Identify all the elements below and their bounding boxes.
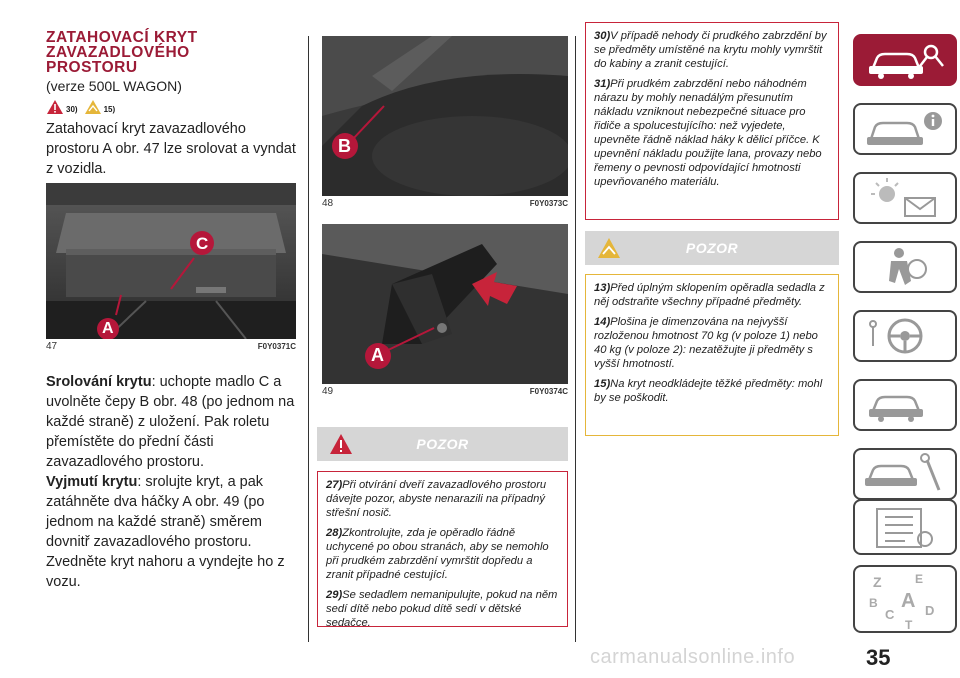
label-c: C bbox=[196, 234, 209, 253]
sidebar-tab-warning-lights[interactable] bbox=[853, 172, 957, 224]
column-divider bbox=[575, 36, 576, 642]
figure-code: F0Y0373C bbox=[529, 199, 568, 208]
caution-ref: 15) bbox=[103, 105, 116, 114]
index-letter: D bbox=[925, 603, 935, 618]
car-maintenance-icon bbox=[855, 450, 955, 498]
remove-paragraph: Vyjmutí krytu: srolujte kryt, a pak zatáhněte dva háčky A obr. 49 (po jednom na každé straně) směrem dovnitř zavazadlového prostoru. Zvedněte kryt nahoru a vyndejte ho z vozu. bbox=[46, 474, 285, 590]
body-paragraphs bbox=[46, 372, 296, 592]
figure-48-caption bbox=[322, 198, 568, 209]
car-info-icon bbox=[855, 105, 955, 153]
index-letter: E bbox=[915, 572, 924, 586]
figure-48-photo bbox=[322, 36, 568, 196]
technical-data-icon bbox=[855, 501, 955, 553]
warning-triangle-icon bbox=[46, 99, 64, 115]
warning-note: 27)Při otvírání dveří zavazadlového prostoru dávejte pozor, abyste nenarazili na případný střešní nosič. bbox=[326, 479, 547, 519]
label-b: B bbox=[338, 136, 351, 156]
figure-48 bbox=[322, 36, 568, 209]
caution-header: POZOR bbox=[585, 231, 839, 265]
sidebar-tab-safety[interactable] bbox=[853, 241, 957, 293]
roll-up-paragraph: Srolování krytu: uchopte madlo C a uvolněte čepy B obr. 48 (po jednom na každé straně) z uložení. Pak roletu přemístěte do přední části zavazadlového prostoru. bbox=[46, 374, 295, 470]
figure-number: 48 bbox=[322, 198, 334, 209]
sidebar-tab-car-key[interactable] bbox=[853, 34, 957, 86]
warning-header: POZOR bbox=[317, 427, 568, 461]
index-letter: C bbox=[885, 607, 895, 622]
steering-wheel-icon bbox=[855, 312, 955, 360]
figure-number: 49 bbox=[322, 386, 334, 397]
sidebar-tab-car-info[interactable] bbox=[853, 103, 957, 155]
warning-block-1 bbox=[317, 427, 568, 627]
warning-notes bbox=[317, 471, 568, 627]
airbag-seat-icon bbox=[855, 243, 955, 291]
figure-49-photo bbox=[322, 224, 568, 384]
sidebar-tab-technical-data[interactable] bbox=[853, 499, 957, 555]
car-key-icon bbox=[855, 36, 955, 84]
warning-note: 29)Se sedadlem nemanipulujte, pokud na něm sedí dítě nebo pokud dítě sedí v dětské sedačce. bbox=[326, 589, 558, 629]
caution-note: 14)Plošina je dimenzována na nejvyšší rozloženou hmotnost 70 kg (v poloze 1) nebo 40 kg (v poloze 2): nezatěžujte ji předměty s vyšší hmotností. bbox=[594, 316, 818, 370]
car-emergency-icon bbox=[855, 381, 955, 429]
warning-note: 28)Zkontrolujte, zda je opěradlo řádně uchycené po obou stranách, aby se nemohlo při prudkém zabrzdění vymrštit dopředu a zranit případné cestující. bbox=[326, 527, 549, 581]
column-divider bbox=[308, 36, 309, 642]
figure-49 bbox=[322, 224, 568, 397]
warning-triangle-icon bbox=[329, 433, 353, 455]
figure-49-caption bbox=[322, 386, 568, 397]
warning-block-3 bbox=[585, 231, 839, 436]
sidebar-tab-driving[interactable] bbox=[853, 310, 957, 362]
index-letter: A bbox=[901, 590, 916, 612]
footer-watermark: carmanualsonline.info bbox=[590, 646, 796, 668]
caution-note: 13)Před úplným sklopením opěradla sedadla z něj odstraňte všechny případné předměty. bbox=[594, 282, 825, 308]
caution-triangle-icon bbox=[84, 99, 102, 115]
label-a: A bbox=[371, 345, 384, 365]
warning-light-icon bbox=[855, 174, 955, 222]
sidebar-tab-maintenance[interactable] bbox=[853, 448, 957, 500]
warning-refs bbox=[46, 97, 296, 115]
intro-paragraph: Zatahovací kryt zavazadlového prostoru A obr. 47 lze srolovat a vyndat z vozidla. bbox=[46, 121, 296, 177]
left-column bbox=[46, 30, 296, 179]
sidebar-tab-index[interactable] bbox=[853, 565, 957, 633]
index-letters-icon bbox=[855, 567, 955, 631]
figure-number: 47 bbox=[46, 341, 58, 352]
warning-note: 31)Při prudkém zabrzdění nebo náhodném nárazu by mohly nenadálým přesunutím nákladu vzniknout nebezpečné situace pro řidiče a spolucestujícího: než vyjedete, upevněte řádně náklad háky k dělicí příčce. K upevnění nákladu použijte lana, provazy nebo řemeny o pevnosti odpovídající hmotnosti upevňovaného materiálu. bbox=[594, 78, 822, 188]
warning-ref: 30) bbox=[66, 105, 78, 114]
index-letter: T bbox=[905, 618, 913, 631]
figure-47-caption bbox=[46, 341, 296, 352]
warning-block-2 bbox=[585, 22, 839, 220]
figure-47 bbox=[46, 183, 296, 352]
warning-note: 30)V případě nehody či prudkého zabrzdění by se předměty umístěné na krytu mohly vymrštit do kabiny a zranit cestující. bbox=[594, 30, 827, 70]
caution-triangle-icon bbox=[597, 237, 621, 259]
label-a: A bbox=[102, 320, 114, 337]
sidebar-tab-emergency[interactable] bbox=[853, 379, 957, 431]
figure-code: F0Y0371C bbox=[257, 342, 296, 351]
caution-note: 15)Na kryt neodkládejte těžké předměty: mohl by se poškodit. bbox=[594, 378, 823, 404]
version-subtitle: (verze 500L WAGON) bbox=[46, 78, 182, 94]
page-number: 35 bbox=[866, 645, 891, 670]
figure-47-photo bbox=[46, 183, 296, 339]
caution-notes bbox=[585, 274, 839, 436]
figure-code: F0Y0374C bbox=[529, 387, 568, 396]
index-letter: B bbox=[869, 596, 878, 610]
index-letter: Z bbox=[873, 574, 882, 590]
section-title: ZATAHOVACÍ KRYT ZAVAZADLOVÉHO PROSTORU bbox=[46, 29, 198, 76]
